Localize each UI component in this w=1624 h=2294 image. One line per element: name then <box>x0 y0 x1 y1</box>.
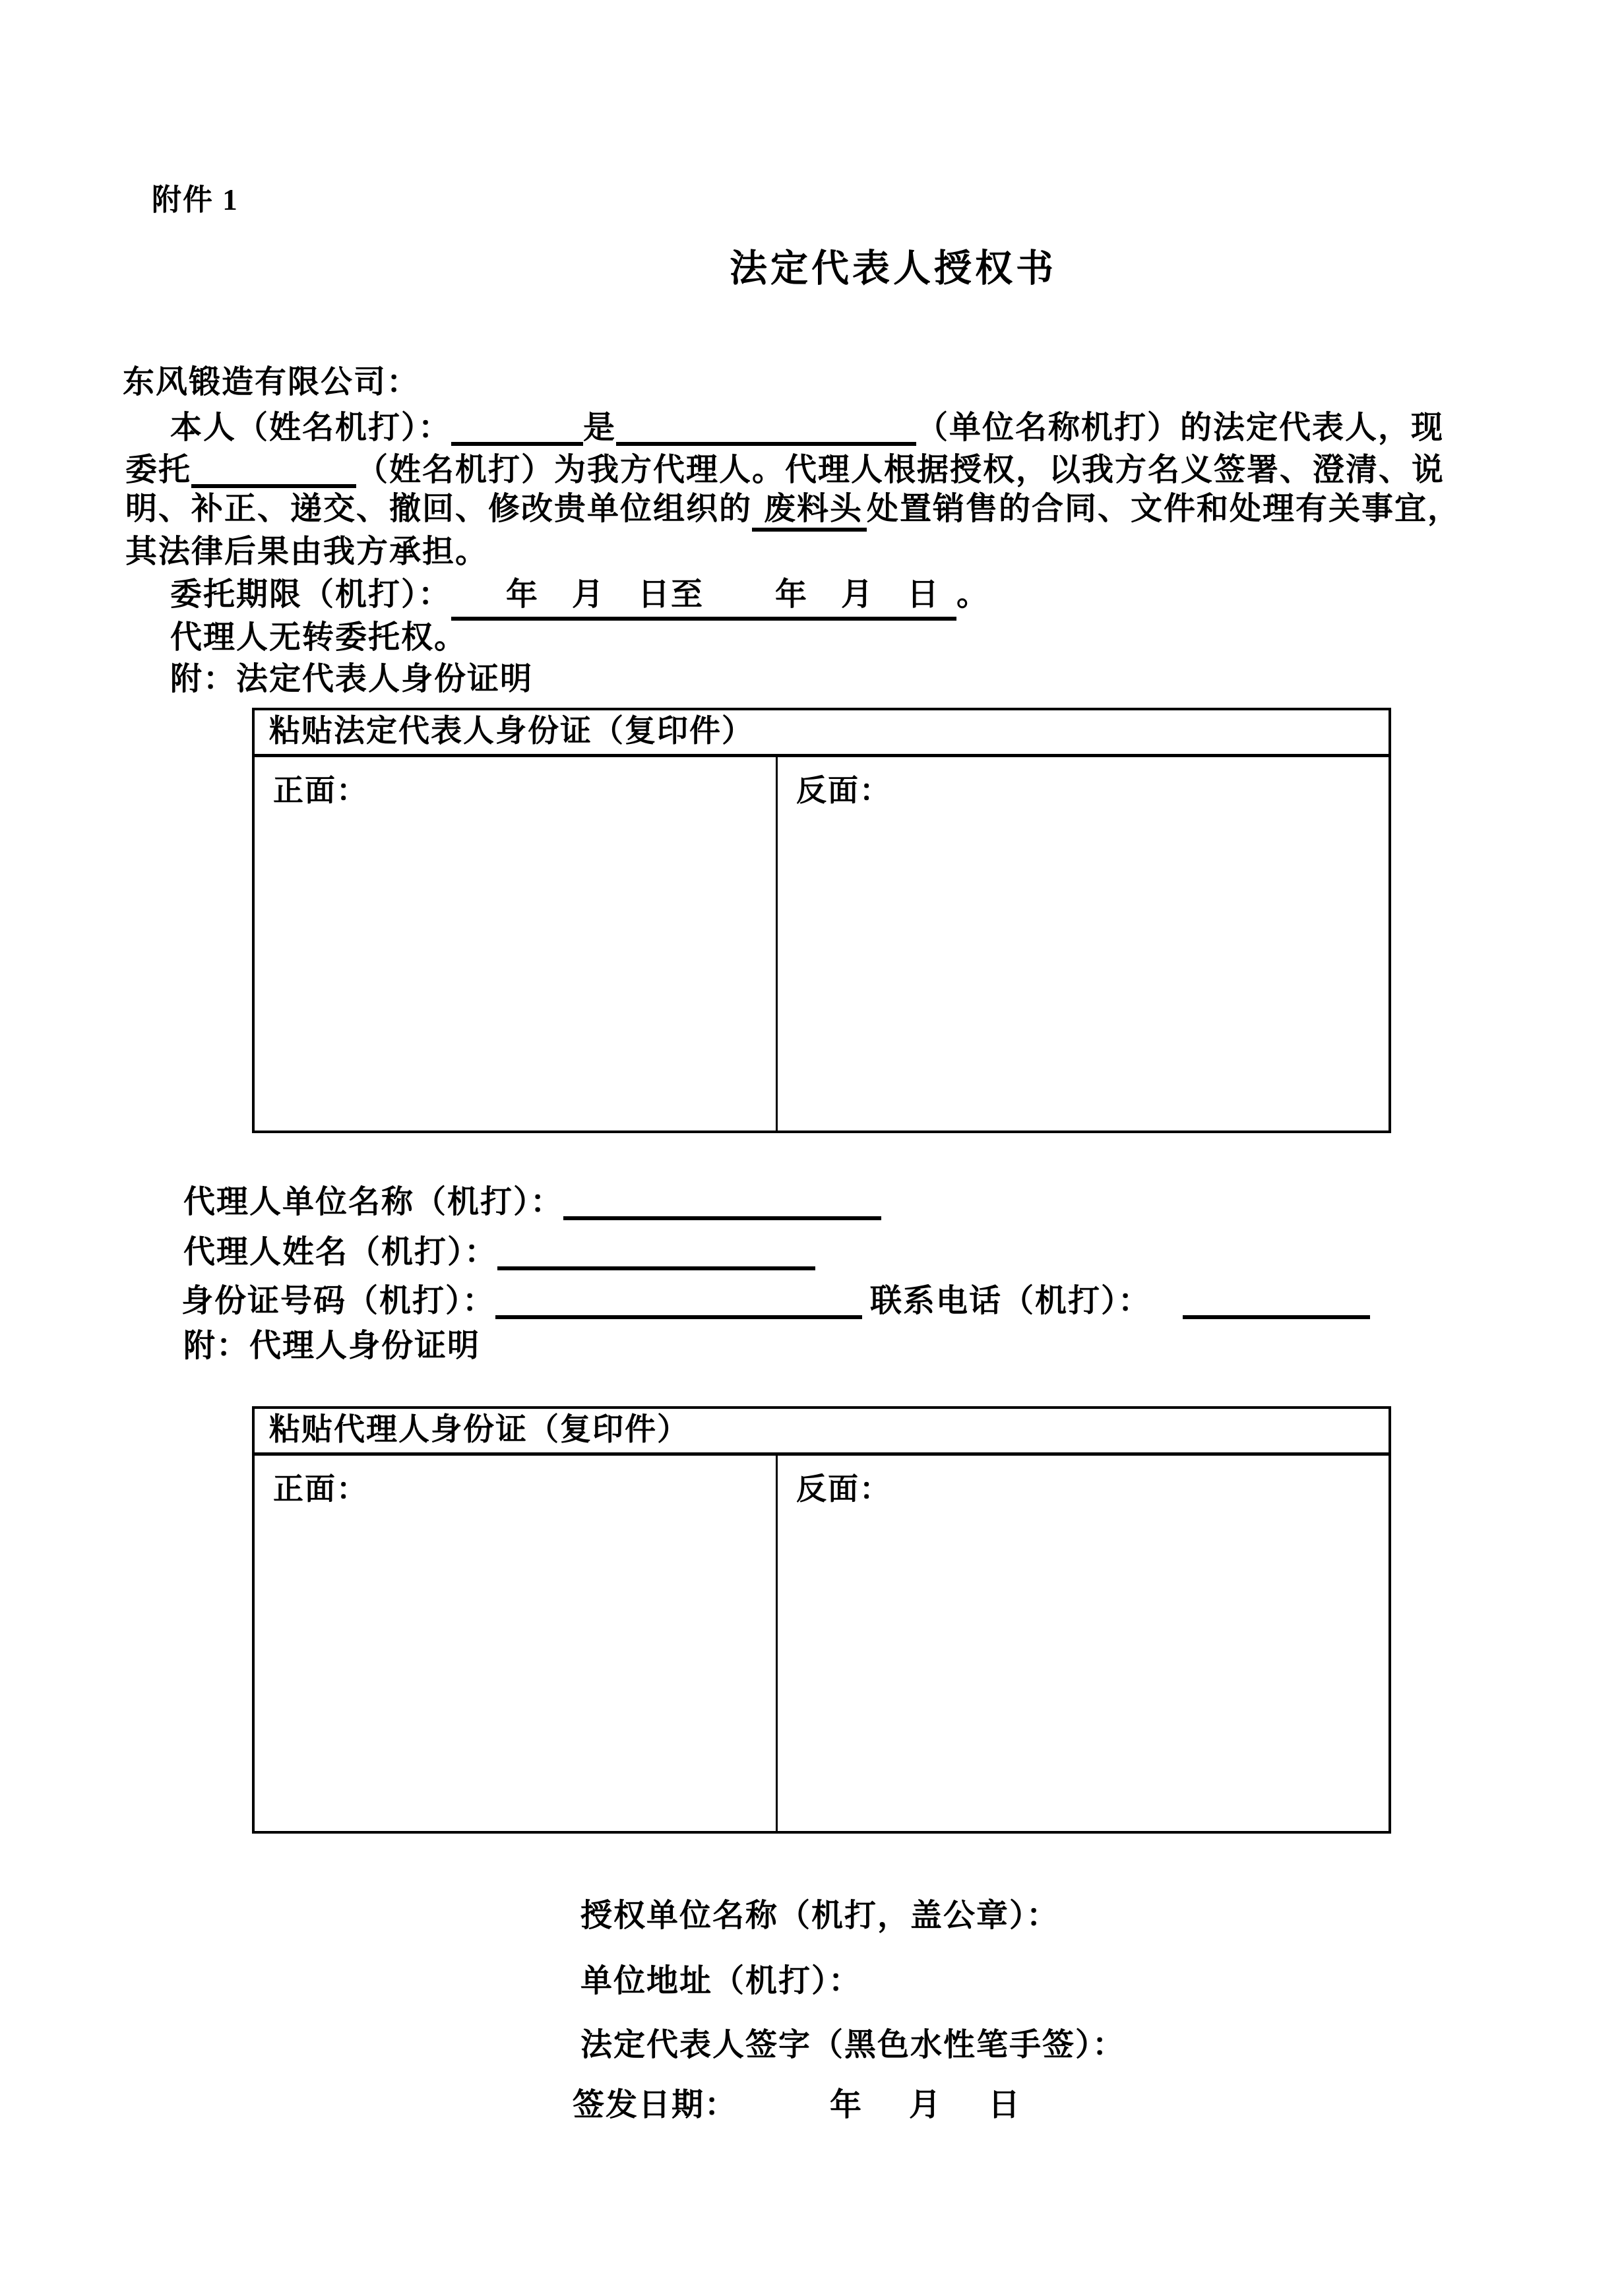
line1-label: 本人（姓名机打）： <box>170 410 452 445</box>
front-side-label: 正面： <box>273 1472 368 1506</box>
agent-company-row <box>183 1179 881 1222</box>
legal-rep-id-box-cells <box>255 757 1389 1131</box>
page-title: 法定代表人授权书 <box>730 248 1057 290</box>
front-side-label: 正面： <box>273 774 368 807</box>
delegation-period-line <box>170 576 989 621</box>
legal-rep-attachment-note: 附：法定代表人身份证明 <box>170 662 534 697</box>
body-line-2 <box>125 447 1445 489</box>
line3-head: 明、补正、递交、撤回、修改贵单位组织的 <box>125 491 753 526</box>
legal-rep-id-back-cell <box>778 757 1389 1131</box>
body-line-4: 其法律后果由我方承担。 <box>125 534 489 569</box>
line2-label: 委托 <box>125 452 192 487</box>
agent-company-label: 代理人单位名称（机打）： <box>183 1185 564 1220</box>
blank-agent-company <box>563 1187 881 1220</box>
line1-is: 是 <box>583 410 617 445</box>
agent-attachment-note: 附：代理人身份证明 <box>183 1328 481 1363</box>
back-side-label: 反面： <box>796 774 891 807</box>
blank-company-name <box>616 413 916 446</box>
agent-id-label: 身份证号码（机打）： <box>181 1284 496 1318</box>
line3-tail: 处置销售的合同、文件和处理有关事宜， <box>867 491 1461 526</box>
back-side-label: 反面： <box>796 1472 891 1506</box>
issue-date-line <box>573 2086 1028 2124</box>
underlined-scrap-text: 废料头 <box>752 491 867 532</box>
blank-agent-fullname <box>497 1237 815 1270</box>
blank-start-date: 年 月 日至 <box>451 576 759 621</box>
agent-id-box-header: 粘贴代理人身份证（复印件） <box>255 1409 1389 1456</box>
delegation-period-label: 委托期限（机打）： <box>170 577 452 612</box>
issue-date-label: 签发日期： <box>573 2088 738 2123</box>
agent-id-box-cells <box>255 1456 1389 1831</box>
agent-name-label: 代理人姓名（机打）： <box>183 1235 498 1270</box>
agent-phone-label: 联系电话（机打）： <box>870 1284 1152 1318</box>
agent-id-back-cell <box>778 1456 1389 1831</box>
company-address-line: 单位地址（机打）： <box>580 1964 862 1999</box>
issue-date-fields: 年 月 日 <box>830 2088 1028 2123</box>
body-line-3 <box>125 490 1460 528</box>
legal-rep-id-box-header: 粘贴法定代表人身份证（复印件） <box>255 710 1389 757</box>
authorizing-company-line: 授权单位名称（机打，盖公章）： <box>580 1898 1060 1933</box>
legal-rep-id-front-cell <box>255 757 778 1131</box>
blank-end-date: 年 月 日 <box>759 576 956 621</box>
agent-id-phone-row <box>181 1278 1370 1320</box>
blank-agent-phone <box>1183 1286 1370 1319</box>
agent-id-front-cell <box>255 1456 778 1831</box>
blank-agent-id-number <box>495 1286 862 1319</box>
legal-rep-signature-line: 法定代表人签字（黑色水性笔手签）： <box>580 2028 1126 2062</box>
blank-legal-rep-name <box>451 413 583 446</box>
body-line-1 <box>170 405 1444 447</box>
attachment-label: 附件 1 <box>152 183 239 216</box>
salutation-line: 东风锻造有限公司： <box>123 365 420 400</box>
legal-rep-id-box <box>252 708 1391 1133</box>
agent-id-box <box>252 1406 1391 1834</box>
no-subdelegation-line: 代理人无转委托权。 <box>170 620 468 655</box>
line1-tail: （单位名称机打）的法定代表人，现 <box>916 410 1445 445</box>
agent-name-row <box>183 1229 815 1272</box>
line2-tail: （姓名机打）为我方代理人。代理人根据授权，以我方名义签署、澄清、说 <box>356 452 1445 487</box>
blank-agent-name-inline <box>191 455 356 488</box>
delegation-period-period: 。 <box>956 577 990 612</box>
